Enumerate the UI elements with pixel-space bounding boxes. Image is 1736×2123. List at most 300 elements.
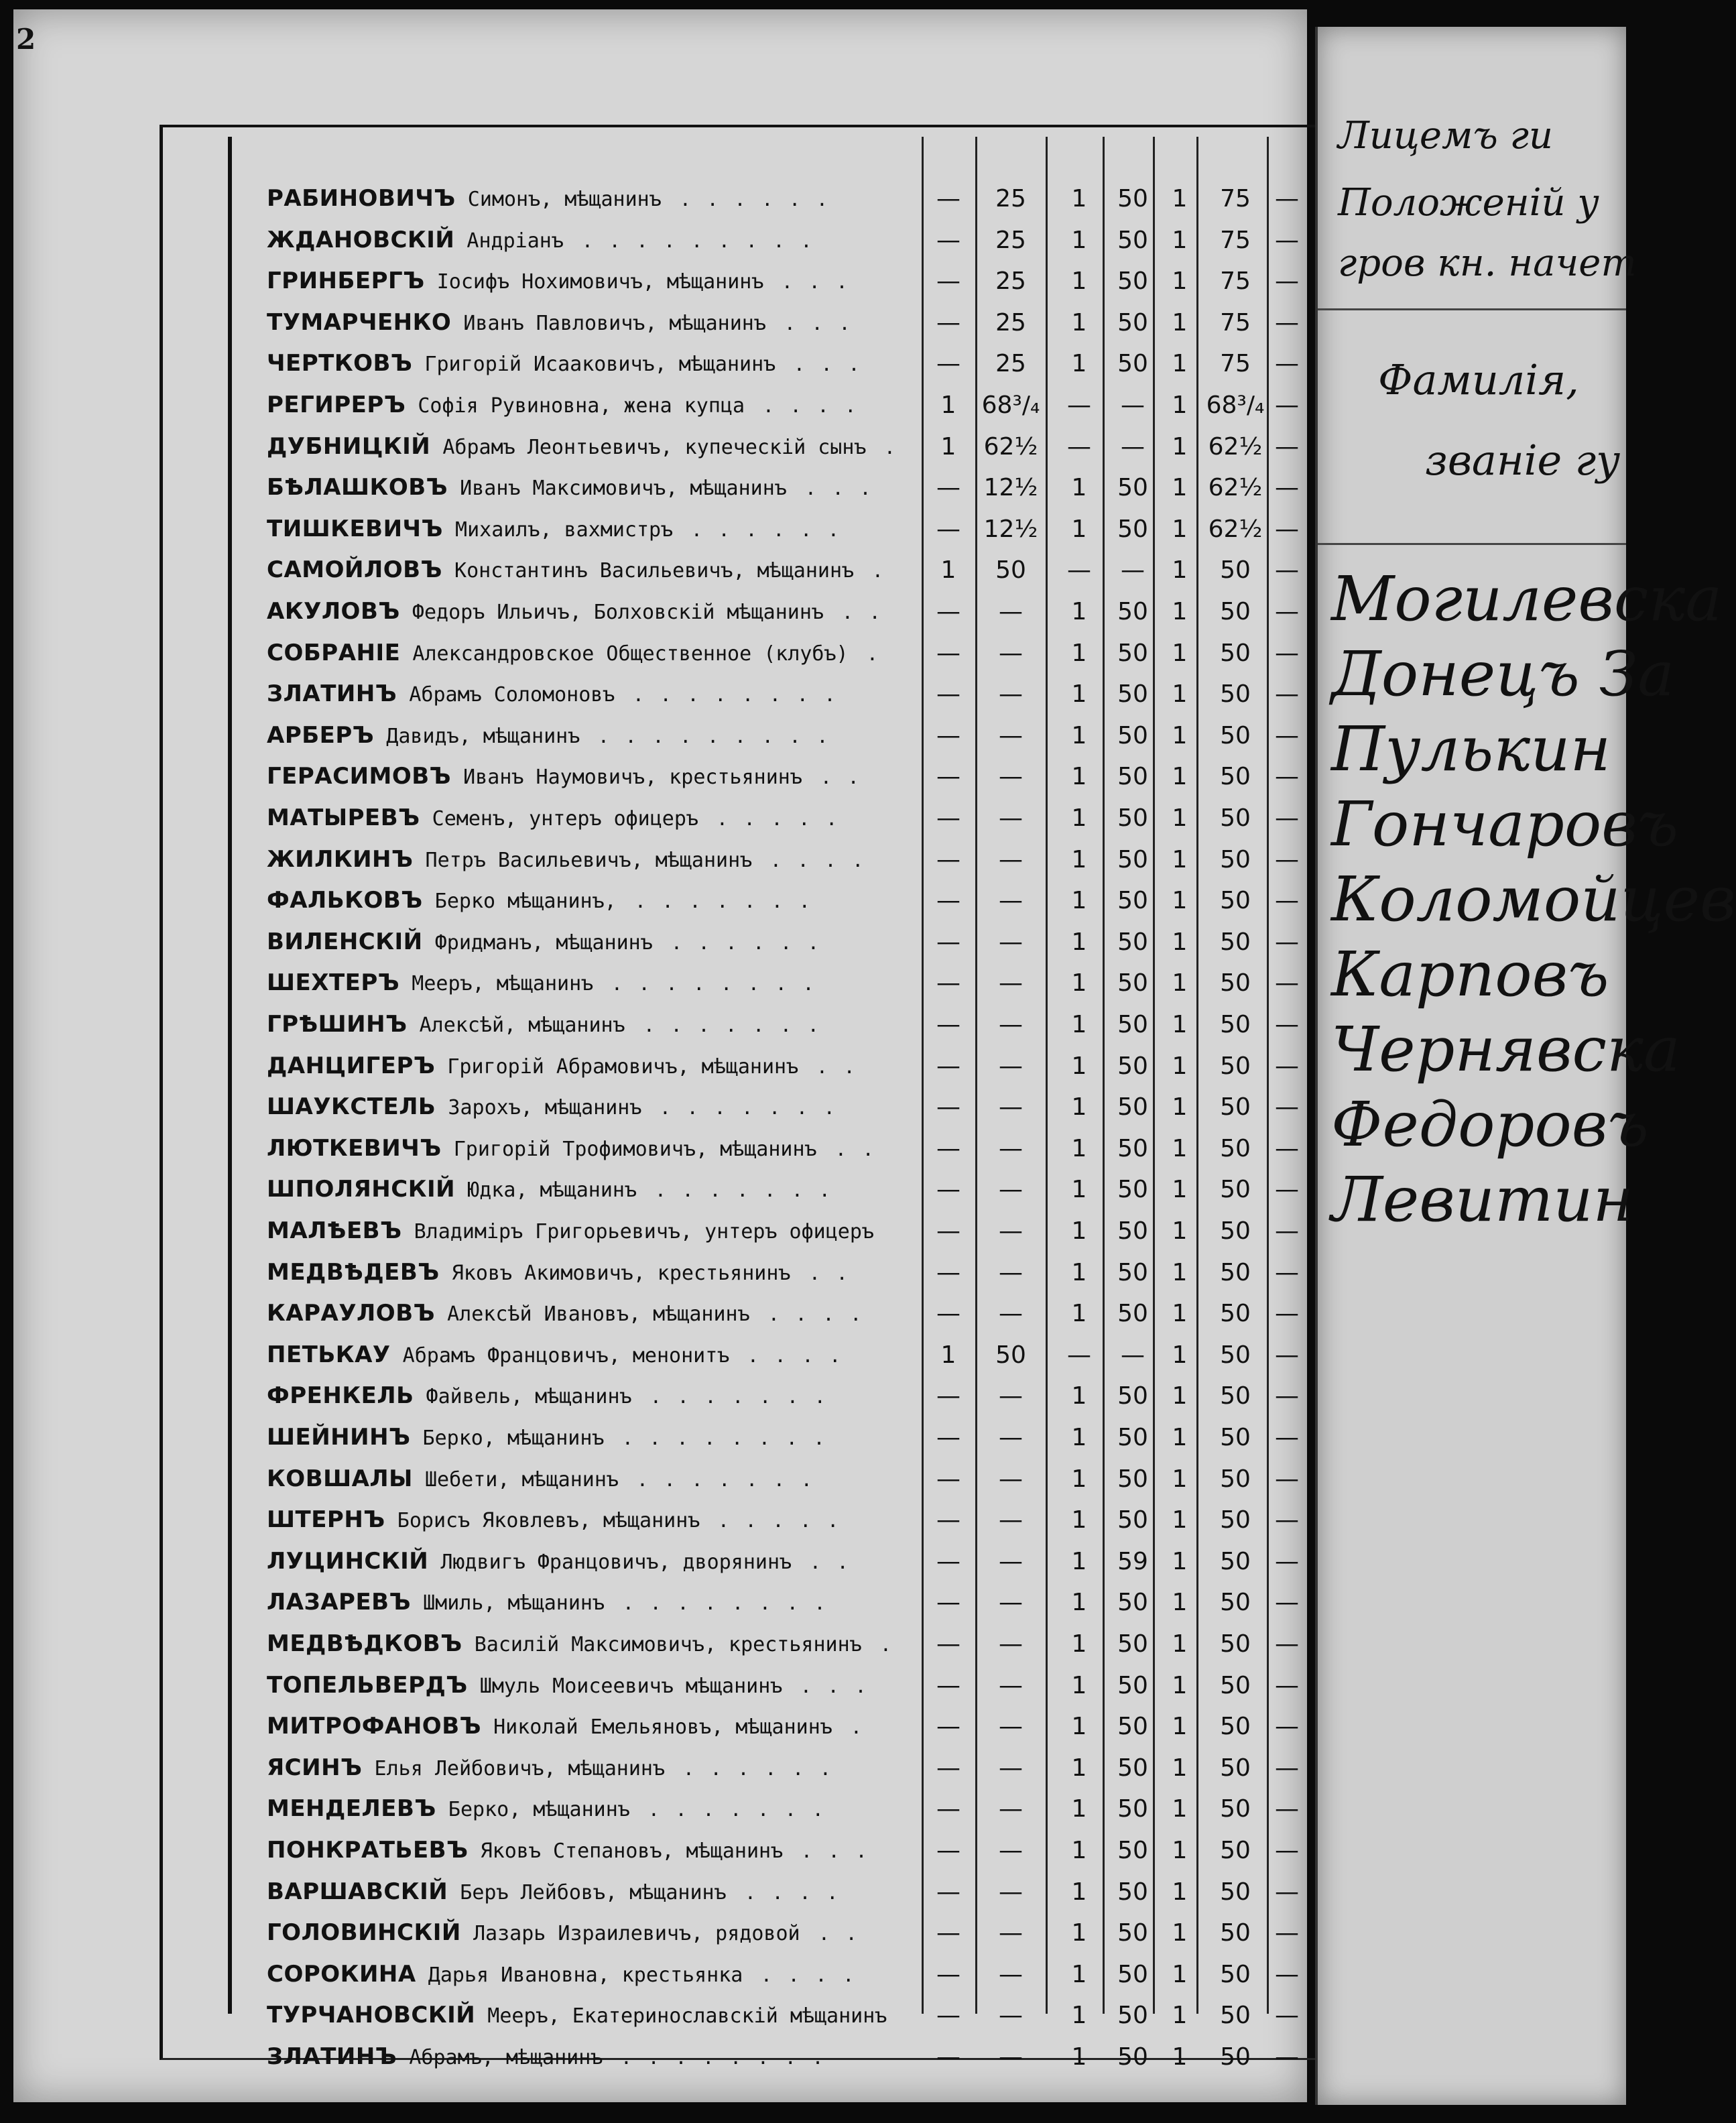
cell-c5: 1 [1172, 639, 1188, 667]
entry-details: Андріанъ [454, 229, 564, 253]
entry-name [267, 1300, 750, 1327]
cell-c6: 50 [1220, 1424, 1251, 1451]
cell-c1: — [936, 1134, 960, 1162]
cell-c2: 12½ [983, 515, 1038, 543]
entry-name [267, 598, 824, 625]
cell-c2: — [999, 1713, 1023, 1741]
entry-name [267, 2043, 603, 2070]
leader-dots: ........ [623, 2043, 842, 2070]
cell-c3: 1 [1071, 763, 1087, 791]
table-row [13, 1870, 1307, 1912]
entry-name [267, 227, 564, 253]
cell-c2: 50 [995, 556, 1026, 585]
entry-details: Яковъ Акимовичъ, крестьянинъ [439, 1261, 791, 1285]
cell-c3: 1 [1071, 1134, 1087, 1162]
cell-c6: 50 [1220, 969, 1251, 997]
cell-c7: — [1275, 1754, 1299, 1782]
entry-surname: КАРАУЛОВЪ [267, 1300, 436, 1327]
entry-name [267, 640, 849, 666]
cell-c2: — [999, 1878, 1023, 1906]
margin-column-title: званіе гу [1425, 436, 1621, 485]
cell-c7: — [1275, 1878, 1299, 1906]
cell-c6: 50 [1220, 2002, 1251, 2030]
cell-c4: 50 [1117, 1713, 1148, 1741]
cell-c6: 50 [1220, 845, 1251, 873]
cell-c3: — [1067, 556, 1091, 585]
cell-c7: — [1275, 928, 1299, 956]
entry-surname: ЛУЦИНСКІЙ [267, 1547, 429, 1575]
cell-c1: — [936, 1011, 960, 1038]
entry-name [267, 1011, 625, 1038]
leader-dots: ........ [613, 969, 832, 997]
cell-c3: 1 [1071, 1506, 1087, 1534]
cell-c2: — [999, 1754, 1023, 1782]
entry-surname: АКУЛОВЪ [267, 598, 400, 625]
cell-c4: 50 [1117, 1878, 1148, 1906]
cell-c5: 1 [1172, 1547, 1188, 1575]
margin-handwritten-name: Коломойцев [1331, 863, 1736, 935]
cell-c5: 1 [1172, 2043, 1188, 2071]
entry-details: Шмиль, мѣщанинъ [411, 1591, 605, 1616]
cell-c5: 1 [1172, 226, 1188, 254]
leader-dots: ......... [584, 226, 830, 253]
entry-details: Юдка, мѣщанинъ [455, 1178, 637, 1203]
table-row [13, 342, 1307, 383]
entry-details: Фридманъ, мѣщанинъ [422, 930, 653, 955]
table-row [13, 755, 1307, 796]
cell-c7: — [1275, 639, 1299, 667]
cell-c4: 50 [1117, 1795, 1148, 1823]
entry-details: Шмуль Моисеевичъ мѣщанинъ [467, 1674, 783, 1698]
leader-dots: .... [749, 1341, 859, 1368]
entry-surname: ШАУКСТЕЛЬ [267, 1093, 436, 1121]
cell-c7: — [1275, 556, 1299, 585]
cell-c6: 50 [1220, 804, 1251, 832]
entry-name [267, 928, 653, 955]
cell-c6: 50 [1220, 1837, 1251, 1864]
cell-c4: 50 [1117, 1382, 1148, 1410]
cell-c3: 1 [1071, 639, 1087, 667]
cell-c3: 1 [1071, 721, 1087, 749]
cell-c4: 50 [1117, 598, 1148, 625]
cell-c7: — [1275, 350, 1299, 378]
cell-c1: — [936, 928, 960, 956]
entry-surname: ТУМАРЧЕНКО [267, 308, 452, 336]
entry-details: Мееръ, мѣщанинъ [399, 972, 594, 996]
table-row [13, 1003, 1307, 1044]
table-row [13, 1911, 1307, 1953]
entry-details: Константинъ Васильевичъ, мѣщанинъ [442, 559, 855, 583]
cell-c2: — [999, 887, 1023, 915]
cell-c6: 50 [1220, 1506, 1251, 1534]
cell-c1: — [936, 845, 960, 873]
cell-c5: 1 [1172, 1795, 1188, 1823]
margin-handwritten-name: Гончаровъ [1331, 788, 1679, 860]
leader-dots: .. [837, 1134, 892, 1162]
leader-dots: ....... [662, 1093, 853, 1121]
cell-c3: 1 [1071, 1424, 1087, 1451]
cell-c6: 50 [1220, 1465, 1251, 1493]
cell-c7: — [1275, 1052, 1299, 1080]
cell-c7: — [1275, 763, 1299, 791]
cell-c4: 59 [1117, 1547, 1148, 1575]
leader-dots: ...... [685, 1754, 849, 1781]
table-row [13, 961, 1307, 1003]
entry-surname: СОБРАНІЕ [267, 639, 401, 666]
cell-c6: 50 [1220, 639, 1251, 667]
entry-details: Берко, мѣщанинъ [410, 1427, 605, 1450]
table-row [13, 1787, 1307, 1829]
margin-rule [1318, 308, 1626, 310]
margin-column-title: Фамилія, [1378, 355, 1579, 404]
cell-c5: 1 [1172, 680, 1188, 709]
cell-c1: 1 [940, 432, 956, 461]
cell-c5: 1 [1172, 887, 1188, 915]
cell-c7: — [1275, 845, 1299, 873]
cell-c2: — [999, 1011, 1023, 1038]
margin-header-line: Лицемъ ги [1338, 114, 1553, 158]
cell-c6: 50 [1220, 2043, 1251, 2071]
table-row [13, 301, 1307, 343]
cell-c5: 1 [1172, 804, 1188, 832]
cell-c6: 50 [1220, 1093, 1251, 1121]
cell-c2: — [999, 804, 1023, 832]
leader-dots: ... [796, 350, 878, 377]
table-row [13, 1251, 1307, 1292]
cell-c3: 1 [1071, 1547, 1087, 1575]
cell-c4: 50 [1117, 1754, 1148, 1782]
cell-c3: — [1067, 391, 1091, 419]
cell-c5: 1 [1172, 267, 1188, 296]
cell-c2: 62½ [983, 432, 1038, 461]
cell-c4: 50 [1117, 887, 1148, 915]
cell-c2: — [999, 1176, 1023, 1204]
cell-c3: 1 [1071, 969, 1087, 997]
cell-c6: 75 [1220, 308, 1251, 337]
entry-name [267, 1713, 832, 1740]
leader-dots: ... [803, 1837, 885, 1864]
cell-c1: — [936, 185, 960, 213]
cell-c2: — [999, 1837, 1023, 1864]
entry-name [267, 391, 745, 418]
cell-c6: 50 [1220, 1547, 1251, 1575]
cell-c3: 1 [1071, 1713, 1087, 1741]
entry-surname: ВАРШАВСКІЙ [267, 1878, 448, 1905]
cell-c2: — [999, 1506, 1023, 1534]
cell-c4: 50 [1117, 1176, 1148, 1204]
cell-c4: 50 [1117, 267, 1148, 296]
cell-c1: 1 [940, 391, 956, 419]
entry-name [267, 474, 787, 501]
cell-c3: 1 [1071, 1217, 1087, 1245]
entry-surname: ГРИНБЕРГЪ [267, 267, 425, 295]
cell-c2: — [999, 2043, 1023, 2071]
table-row [13, 425, 1307, 467]
entry-details: Лазарь Израилевичъ, рядовой [460, 1922, 800, 1946]
table-row [13, 672, 1307, 714]
entry-details: Абрамъ Соломоновъ [397, 683, 615, 707]
entry-name [267, 1424, 604, 1451]
cell-c5: 1 [1172, 1341, 1188, 1369]
entry-surname: МЕДВѢДКОВЪ [267, 1630, 462, 1657]
page-number: 2 [16, 23, 36, 56]
table-row [13, 466, 1307, 507]
cell-c5: 1 [1172, 185, 1188, 213]
cell-c2: — [999, 1547, 1023, 1575]
entry-details: Владиміръ Григорьевичъ, унтеръ офицеръ [401, 1220, 874, 1244]
cell-c1: — [936, 2002, 960, 2030]
cell-c6: 50 [1220, 1671, 1251, 1699]
cell-c1: 1 [940, 1341, 956, 1369]
cell-c2: — [999, 845, 1023, 873]
entry-name [267, 722, 580, 749]
table-row [13, 1085, 1307, 1127]
cell-c4: 50 [1117, 1134, 1148, 1162]
cell-c1: — [936, 969, 960, 997]
cell-c6: 75 [1220, 226, 1251, 254]
cell-c7: — [1275, 1713, 1299, 1741]
cell-c5: 1 [1172, 1465, 1188, 1493]
entry-name [267, 556, 854, 583]
cell-c4: 50 [1117, 1424, 1148, 1451]
leader-dots: .... [772, 845, 882, 873]
entry-details: Давидъ, мѣщанинъ [374, 724, 580, 748]
entry-name [267, 1961, 743, 1988]
entry-surname: ЖДАНОВСКІЙ [267, 226, 455, 253]
cell-c4: 50 [1117, 1837, 1148, 1864]
leader-dots: ..... [720, 1506, 857, 1534]
entry-surname: ГОЛОВИНСКІЙ [267, 1919, 461, 1947]
cell-c2: 50 [995, 1341, 1026, 1369]
cell-c4: 50 [1117, 928, 1148, 956]
cell-c7: — [1275, 1300, 1299, 1328]
entry-surname: КОВШАЛЫ [267, 1465, 413, 1492]
cell-c4: — [1121, 391, 1145, 419]
cell-c1: — [936, 1382, 960, 1410]
cell-c5: 1 [1172, 1217, 1188, 1245]
leader-dots: ...... [682, 185, 846, 212]
cell-c7: — [1275, 1795, 1299, 1823]
table-row [13, 383, 1307, 425]
cell-c4: 50 [1117, 1589, 1148, 1617]
cell-c1: — [936, 1795, 960, 1823]
cell-c4: 50 [1117, 1465, 1148, 1493]
cell-c1: — [936, 474, 960, 502]
cell-c3: 1 [1071, 185, 1087, 213]
cell-c6: 50 [1220, 1341, 1251, 1369]
entry-name [267, 1795, 630, 1822]
cell-c7: — [1275, 515, 1299, 543]
table-row [13, 1622, 1307, 1664]
cell-c6: 50 [1220, 1052, 1251, 1080]
table-row [13, 1664, 1307, 1705]
cell-c7: — [1275, 226, 1299, 254]
leader-dots: ... [807, 474, 889, 501]
leader-dots: .. [822, 763, 877, 790]
cell-c5: 1 [1172, 1589, 1188, 1617]
cell-c5: 1 [1172, 474, 1188, 502]
cell-c7: — [1275, 887, 1299, 915]
cell-c6: 75 [1220, 350, 1251, 378]
table-row [13, 590, 1307, 631]
entry-details: Алексѣй Ивановъ, мѣщанинъ [435, 1302, 750, 1327]
cell-c4: 50 [1117, 1671, 1148, 1699]
entry-details: Василій Максимовичъ, крестьянинъ [462, 1633, 862, 1656]
cell-c2: — [999, 598, 1023, 625]
cell-c1: — [936, 1176, 960, 1204]
entry-details: Иванъ Максимовичъ, мѣщанинъ [448, 477, 787, 501]
table-row [13, 920, 1307, 962]
table-row [13, 1705, 1307, 1746]
entry-surname: МЕДВѢДЕВЪ [267, 1258, 440, 1286]
entry-surname: ПОНКРАТЬЕВЪ [267, 1837, 469, 1864]
margin-handwritten-name: Чернявска [1331, 1014, 1680, 1085]
leader-dots: . [853, 1713, 880, 1740]
cell-c1: — [936, 887, 960, 915]
entry-surname: ШПОЛЯНСКІЙ [267, 1176, 456, 1203]
table-row [13, 714, 1307, 755]
leader-dots: ..... [719, 804, 856, 831]
cell-c1: — [936, 1506, 960, 1534]
cell-c3: 1 [1071, 1093, 1087, 1121]
cell-c6: 50 [1220, 598, 1251, 625]
cell-c6: 50 [1220, 1878, 1251, 1906]
entry-name [267, 1754, 665, 1781]
entry-name [267, 804, 698, 831]
cell-c6: 62½ [1208, 515, 1263, 543]
entry-details: Дарья Ивановна, крестьянка [416, 1963, 743, 1987]
cell-c7: — [1275, 267, 1299, 296]
cell-c5: 1 [1172, 432, 1188, 461]
cell-c3: 1 [1071, 1589, 1087, 1617]
table-row [13, 1829, 1307, 1870]
cell-c4: — [1121, 432, 1145, 461]
cell-c7: — [1275, 1589, 1299, 1617]
entry-details: Федоръ Ильичъ, Болховскій мѣщанинъ [399, 601, 824, 624]
cell-c3: 1 [1071, 1176, 1087, 1204]
entry-details: Файвель, мѣщанинъ [414, 1385, 632, 1409]
entry-details: Яковъ Степановъ, мѣщанинъ [468, 1839, 784, 1863]
table-row [13, 219, 1307, 260]
entry-name [267, 515, 673, 542]
entry-name [267, 1341, 729, 1368]
cell-c2: — [999, 1671, 1023, 1699]
cell-c7: — [1275, 474, 1299, 502]
cell-c7: — [1275, 1217, 1299, 1245]
entry-surname: ДУБНИЦКІЙ [267, 432, 431, 460]
cell-c5: 1 [1172, 350, 1188, 378]
cell-c6: 75 [1220, 185, 1251, 213]
entry-details: Григорій Исааковичъ, мѣщанинъ [412, 353, 776, 377]
cell-c1: — [936, 598, 960, 625]
entry-details: Григорій Трофимовичъ, мѣщанинъ [441, 1137, 817, 1161]
leader-dots: ........ [625, 1589, 844, 1616]
cell-c7: — [1275, 804, 1299, 832]
cell-c5: 1 [1172, 1630, 1188, 1658]
entry-details: Иванъ Наумовичъ, крестьянинъ [451, 766, 802, 790]
leader-dots: ......... [600, 721, 847, 749]
cell-c4: 50 [1117, 763, 1148, 791]
cell-c2: — [999, 1424, 1023, 1451]
table-row [13, 1581, 1307, 1622]
cell-c5: 1 [1172, 845, 1188, 873]
cell-c4: 50 [1117, 969, 1148, 997]
cell-c6: 75 [1220, 267, 1251, 296]
entry-name [267, 433, 866, 460]
cell-c2: — [999, 721, 1023, 749]
cell-c1: — [936, 1052, 960, 1080]
entry-details: Абрамъ, мѣщанинъ [397, 2046, 603, 2069]
entry-surname: ГЕРАСИМОВЪ [267, 763, 452, 790]
cell-c3: 1 [1071, 1465, 1087, 1493]
leader-dots: ....... [639, 1465, 830, 1492]
document-page [13, 9, 1307, 2102]
cell-c2: — [999, 639, 1023, 667]
cell-c1: — [936, 267, 960, 296]
table-row [13, 1994, 1307, 2035]
cell-c7: — [1275, 1382, 1299, 1410]
leader-dots: .... [747, 1878, 857, 1905]
cell-c7: — [1275, 1547, 1299, 1575]
entry-surname: МИТРОФАНОВЪ [267, 1713, 482, 1740]
leader-dots: ...... [673, 928, 837, 955]
cell-c1: — [936, 1919, 960, 1947]
entry-surname: ЖИЛКИНЪ [267, 845, 414, 873]
cell-c5: 1 [1172, 1754, 1188, 1782]
cell-c7: — [1275, 1837, 1299, 1864]
cell-c4: 50 [1117, 804, 1148, 832]
cell-c4: 50 [1117, 1011, 1148, 1038]
table-row [13, 1168, 1307, 1209]
cell-c4: 50 [1117, 845, 1148, 873]
cell-c7: — [1275, 1506, 1299, 1534]
cell-c2: — [999, 1258, 1023, 1286]
entry-details: Софія Рувиновна, жена купца [406, 394, 745, 418]
cell-c1: — [936, 1754, 960, 1782]
cell-c3: 1 [1071, 1754, 1087, 1782]
entry-name [267, 1176, 637, 1203]
cell-c2: — [999, 1919, 1023, 1947]
entry-name [267, 1382, 632, 1409]
leader-dots: .... [763, 1960, 873, 1988]
table-row [13, 1498, 1307, 1540]
cell-c1: — [936, 1300, 960, 1328]
cell-c6: 50 [1220, 1011, 1251, 1038]
cell-c2: — [999, 763, 1023, 791]
cell-c5: 1 [1172, 515, 1188, 543]
entry-name [267, 1135, 817, 1162]
cell-c3: 1 [1071, 308, 1087, 337]
entry-surname: ДАНЦИГЕРЪ [267, 1052, 436, 1079]
entry-details: Михаилъ, вахмистръ [442, 518, 674, 542]
handwritten-margin [1315, 27, 1736, 2105]
cell-c1: — [936, 1713, 960, 1741]
cell-c1: — [936, 1630, 960, 1658]
entry-name [267, 1217, 874, 1244]
entry-name [267, 1506, 700, 1533]
cell-c2: — [999, 969, 1023, 997]
cell-c4: 50 [1117, 226, 1148, 254]
cell-c6: 50 [1220, 1300, 1251, 1328]
cell-c1: — [936, 1671, 960, 1699]
cell-c5: 1 [1172, 1424, 1188, 1451]
leader-dots: ... [802, 1671, 885, 1699]
cell-c7: — [1275, 1630, 1299, 1658]
cell-c6: 50 [1220, 1630, 1251, 1658]
cell-c4: 50 [1117, 2002, 1148, 2030]
entry-surname: ВИЛЕНСКІЙ [267, 928, 423, 955]
cell-c1: — [936, 1465, 960, 1493]
